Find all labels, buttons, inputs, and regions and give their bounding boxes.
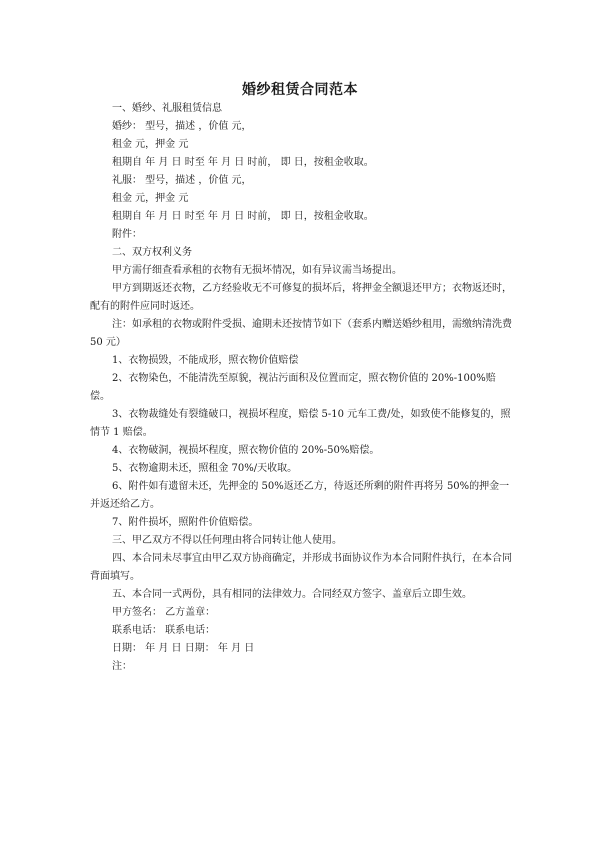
document-line: 6、附件如有遗留未还，先押金的 50%返还乙方，待返还所剩的附件再将另 50%的押金一并返还给乙方。	[90, 481, 510, 510]
document-line: 联系电话： 联系电话：	[112, 625, 216, 636]
document-line: 甲方需仔细查看承租的衣物有无损坏情况，如有异议需当场提出。	[112, 265, 402, 276]
document-line: 4、衣物破洞，视损坏程度，照衣物价值的 20%-50%赔偿。	[112, 445, 380, 456]
document-line: 租期自 年 月 日 时至 年 月 日 时前， 即 日，按租金收取。	[112, 157, 374, 168]
document-body	[90, 100, 515, 676]
document-line: 礼服： 型号，描述 ，价值 元，	[112, 175, 252, 186]
document-line: 日期： 年 月 日 日期： 年 月 日	[112, 643, 255, 654]
document-line: 注：如承租的衣物或附件受损、逾期未还按情节如下（套系内赠送婚纱租用，需缴纳清洗费 50 元）	[90, 319, 512, 348]
document-line: 甲方签名： 乙方盖章：	[112, 607, 216, 618]
document-line: 三、甲乙双方不得以任何理由将合同转让他人使用。	[112, 535, 342, 546]
document-line: 附件：	[112, 229, 142, 240]
document-line: 5、衣物逾期未还，照租金 70%/天收取。	[112, 463, 298, 474]
document-line: 租金 元，押金 元	[112, 139, 189, 150]
document-line: 7、附件损坏，照附件价值赔偿。	[112, 517, 259, 528]
document-line: 甲方到期返还衣物，乙方经验收无不可修复的损坏后，将押金全额退还甲方；衣物返还时，配有的附件应同时返还。	[90, 283, 512, 312]
document-line: 婚纱： 型号，描述 ，价值 元，	[112, 121, 252, 132]
document-line: 五、本合同一式两份，具有相同的法律效力。合同经双方签字、盖章后立即生效。	[112, 589, 472, 600]
document-line: 二、双方权利义务	[112, 247, 192, 258]
document-line: 一、婚纱、礼服租赁信息	[112, 103, 222, 114]
document-line: 租金 元，押金 元	[112, 193, 189, 204]
document-title: 婚纱租赁合同范本	[242, 82, 358, 98]
document-line: 3、衣物裁缝处有裂缝破口，视损坏程度，赔偿 5-10 元车工费/处，如致使不能修复的，照情节 1 赔偿。	[90, 409, 511, 438]
document-line: 注：	[112, 661, 132, 672]
document-line: 2、衣物染色，不能清洗至原貌，视沾污面积及位置而定，照衣物价值的 20%-100%赔偿。	[90, 373, 496, 402]
document-line: 租期自 年 月 日 时至 年 月 日 时前， 即 日，按租金收取。	[112, 211, 374, 222]
document-line: 1、衣物损毁，不能成形，照衣物价值赔偿	[112, 355, 299, 366]
document-line: 四、本合同未尽事宜由甲乙双方协商确定，并形成书面协议作为本合同附件执行，在本合同背面填写。	[90, 553, 512, 582]
